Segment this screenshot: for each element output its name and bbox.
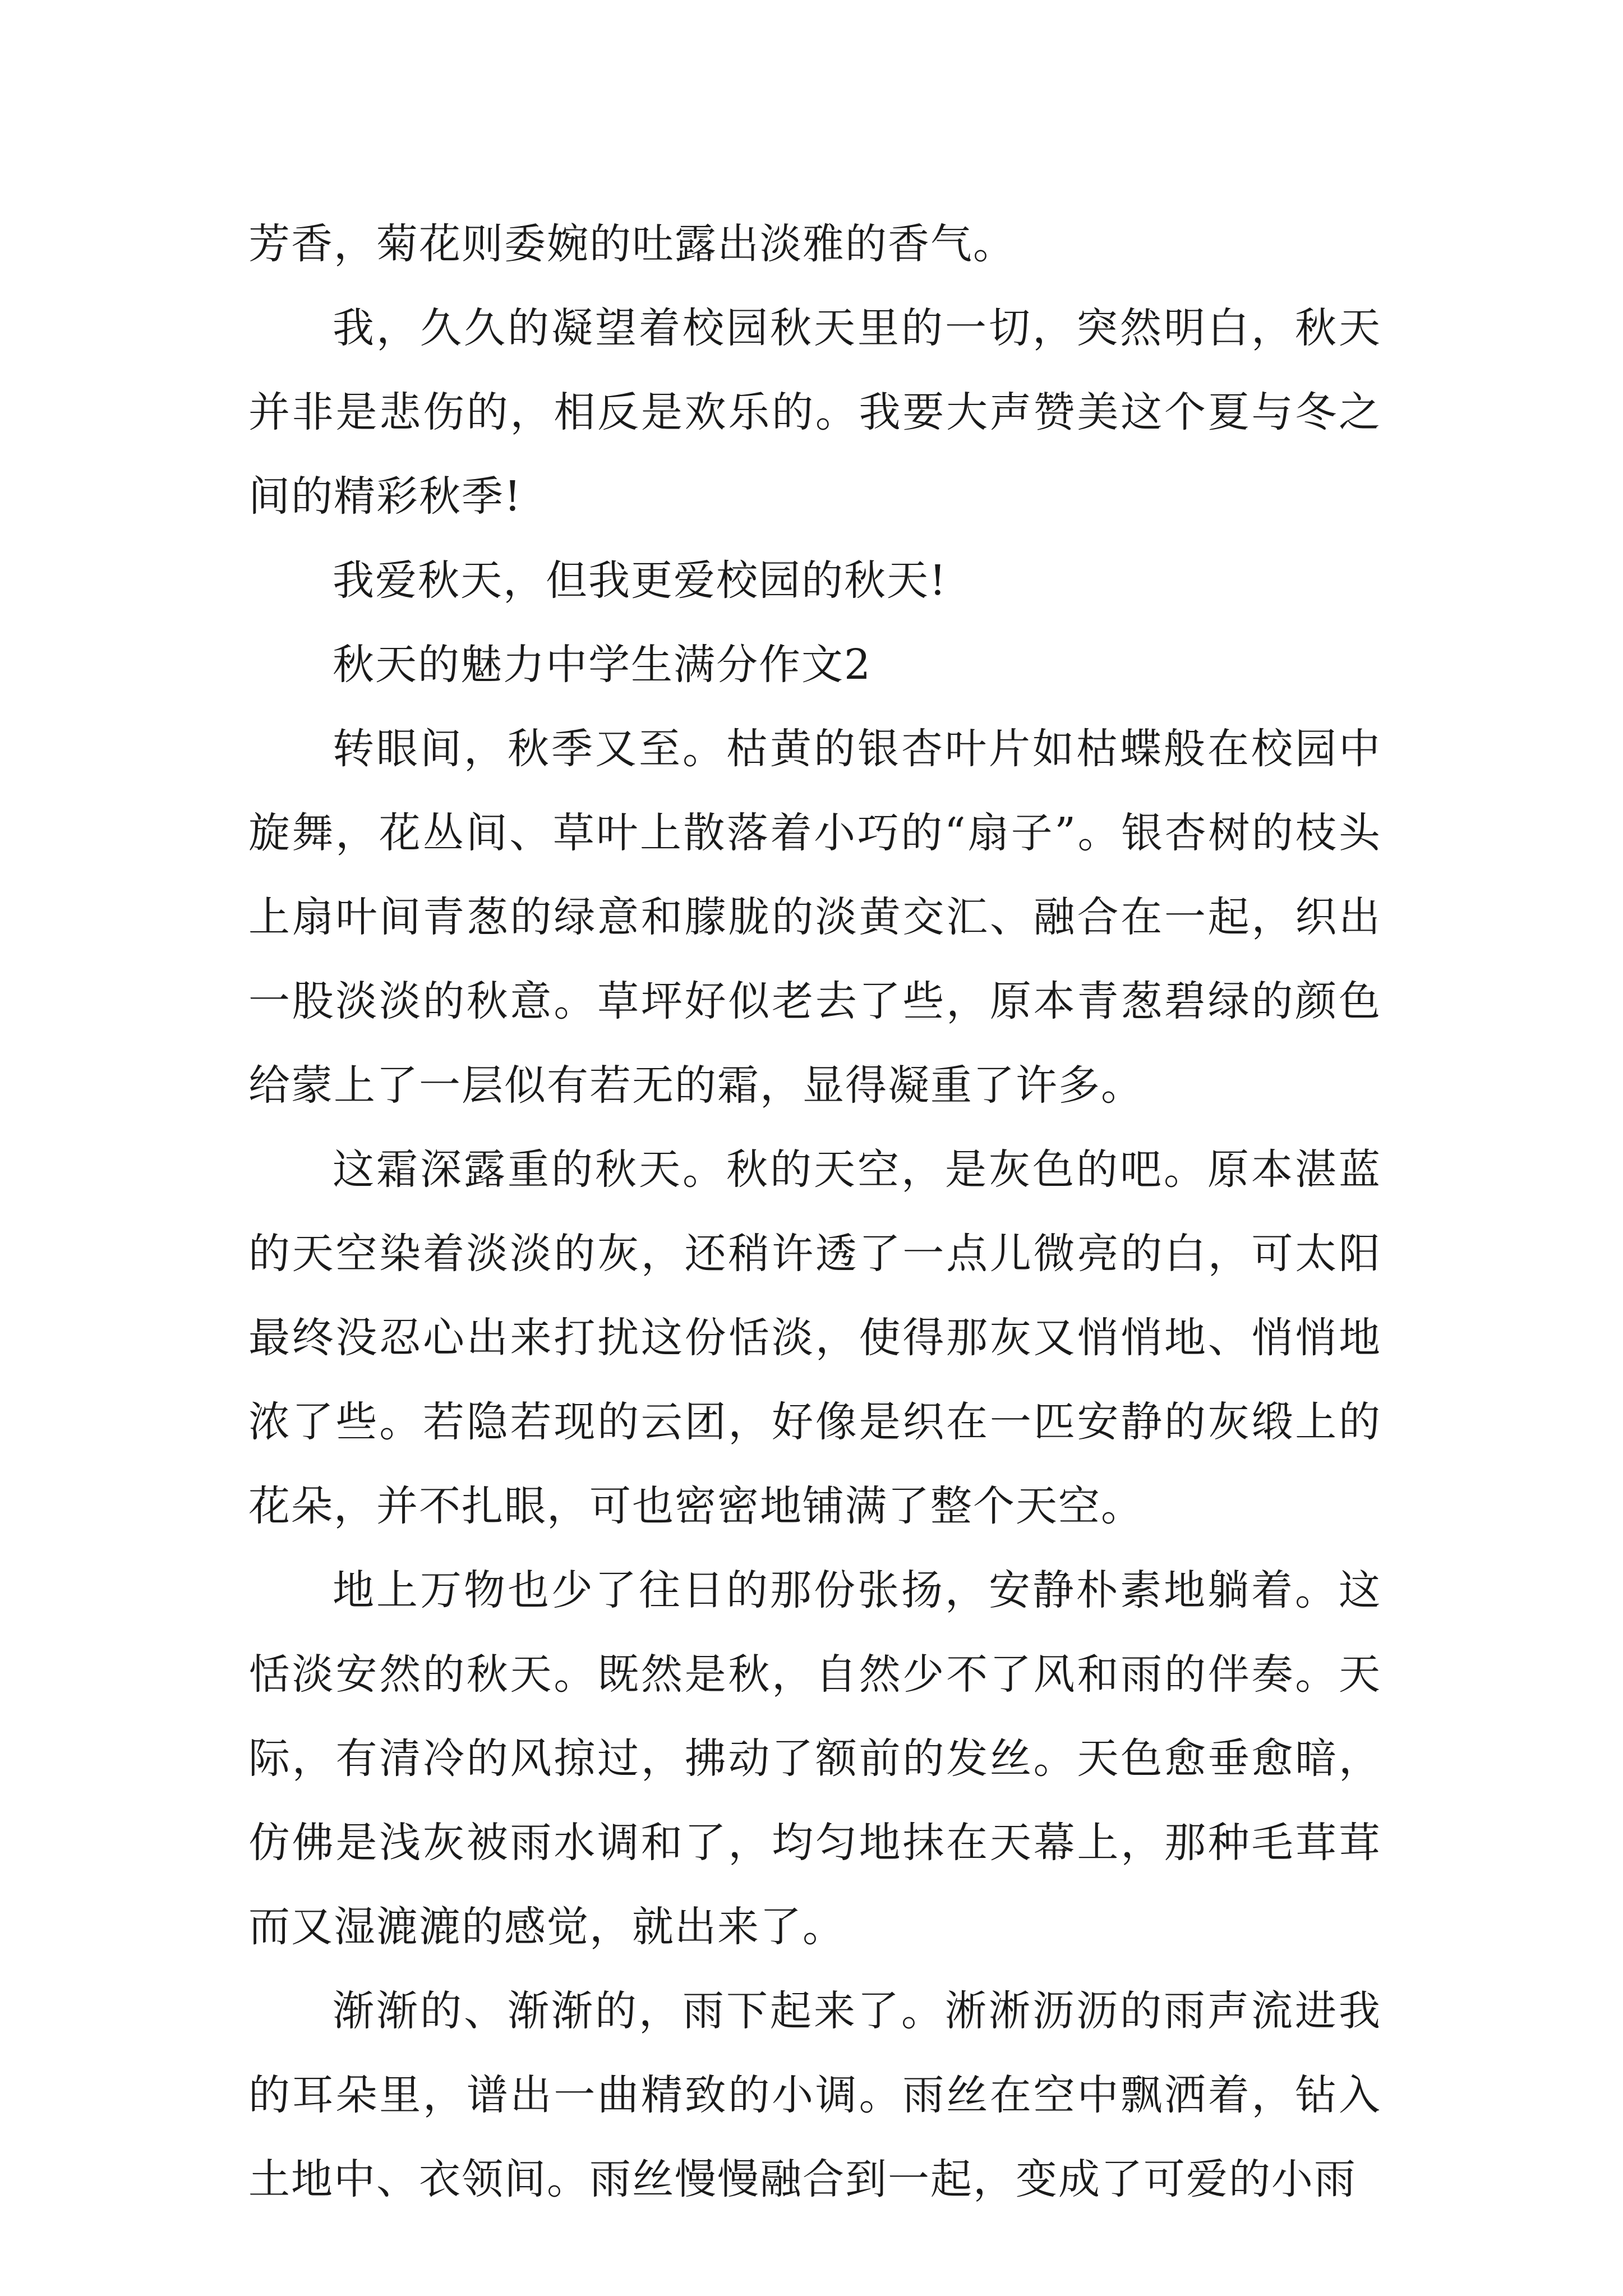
paragraph: 这霜深露重的秋天。秋的天空，是灰色的吧。原本湛蓝的天空染着淡淡的灰，还稍许透了一点儿微亮的白，可太阳最终没忍心出来打扰这份恬淡，使得那灰又悄悄地、悄悄地浓了些。若隐若现的云团，好像是织在一匹安静的灰缎上的花朵，并不扎眼，可也密密地铺满了整个天空。 <box>248 1145 1381 1530</box>
paragraph: 地上万物也少了往日的那份张扬，安静朴素地躺着。这恬淡安然的秋天。既然是秋，自然少不了风和雨的伴奏。天际，有清冷的风掠过，拂动了额前的发丝。天色愈垂愈暗，仿佛是浅灰被雨水调和了，均匀地抹在天幕上，那种毛茸茸而又湿漉漉的感觉，就出来了。 <box>248 1566 1381 1951</box>
paragraph-continuation: 芳香，菊花则委婉的吐露出淡雅的香气。 <box>248 220 1016 268</box>
paragraph: 转眼间，秋季又至。枯黄的银杏叶片如枯蝶般在校园中旋舞，花丛间、草叶上散落着小巧的“扇子”。银杏树的枝头上扇叶间青葱的绿意和朦胧的淡黄交汇、融合在一起，织出一股淡淡的秋意。草坪好似老去了些，原本青葱碧绿的颜色给蒙上了一层似有若无的霜，显得凝重了许多。 <box>248 725 1381 1110</box>
paragraph: 我，久久的凝望着校园秋天里的一切，突然明白，秋天并非是悲伤的，相反是欢乐的。我要大声赞美这个夏与冬之间的精彩秋季! <box>248 304 1381 521</box>
section-title: 秋天的魅力中学生满分作文2 <box>333 641 872 689</box>
paragraph: 我爱秋天，但我更爱校园的秋天! <box>333 556 947 605</box>
paragraph: 渐渐的、渐渐的，雨下起来了。淅淅沥沥的雨声流进我的耳朵里，谱出一曲精致的小调。雨丝在空中飘洒着，钻入土地中、衣领间。雨丝慢慢融合到一起，变成了可爱的小雨 <box>248 1987 1381 2203</box>
essay-body <box>248 202 1381 2221</box>
